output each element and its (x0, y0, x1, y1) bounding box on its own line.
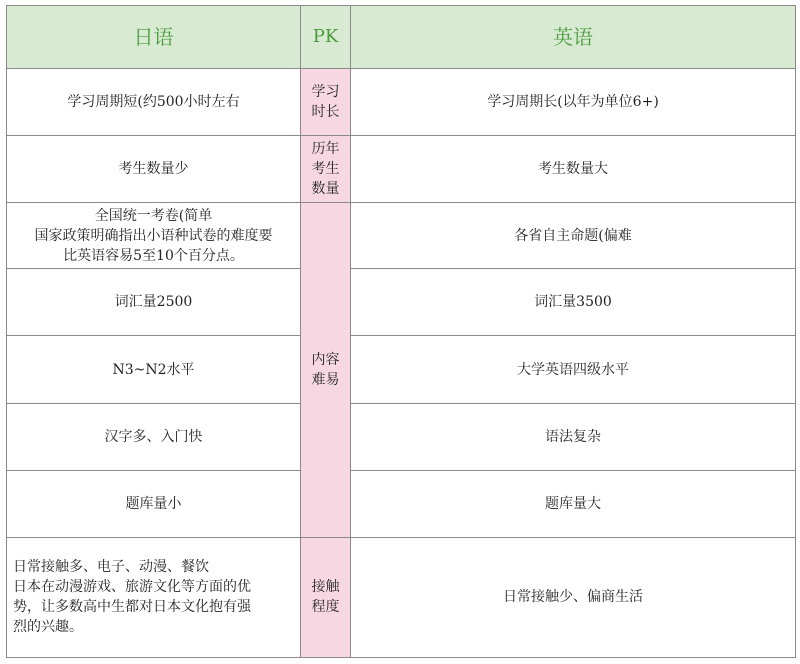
japanese-cell: 学习周期短(约500小时左右 (7, 69, 301, 136)
header-japanese: 日语 (7, 6, 301, 69)
english-cell: 日常接触少、偏商生活 (351, 537, 796, 657)
category-cell: 学习 时长 (301, 69, 351, 136)
table-row (7, 69, 796, 136)
english-cell: 题库量大 (351, 470, 796, 537)
table-row (7, 269, 796, 336)
japanese-cell: 题库量小 (7, 470, 301, 537)
header-pk: PK (301, 6, 351, 69)
japanese-cell: 汉字多、入门快 (7, 403, 301, 470)
japanese-cell: N3~N2水平 (7, 336, 301, 403)
english-cell: 各省自主命题(偏难 (351, 203, 796, 269)
english-cell: 语法复杂 (351, 403, 796, 470)
table-row (7, 537, 796, 657)
japanese-cell: 考生数量少 (7, 136, 301, 203)
category-cell: 接触 程度 (301, 537, 351, 657)
table-header-row (7, 6, 796, 69)
japanese-cell: 全国统一考卷(简单 国家政策明确指出小语种试卷的难度要 比英语容易5至10个百分点。 (7, 203, 301, 269)
table-row (7, 136, 796, 203)
table-row (7, 470, 796, 537)
table-row (7, 203, 796, 269)
japanese-cell: 日常接触多、电子、动漫、餐饮 日本在动漫游戏、旅游文化等方面的优 势，让多数高中生都对日本文化抱有强 烈的兴趣。 (7, 537, 301, 657)
category-cell: 内容 难易 (301, 203, 351, 537)
table-row (7, 336, 796, 403)
english-cell: 学习周期长(以年为单位6+) (351, 69, 796, 136)
header-english: 英语 (351, 6, 796, 69)
english-cell: 大学英语四级水平 (351, 336, 796, 403)
comparison-table (6, 5, 796, 658)
category-cell: 历年 考生 数量 (301, 136, 351, 203)
english-cell: 词汇量3500 (351, 269, 796, 336)
japanese-cell: 词汇量2500 (7, 269, 301, 336)
table-row (7, 403, 796, 470)
english-cell: 考生数量大 (351, 136, 796, 203)
